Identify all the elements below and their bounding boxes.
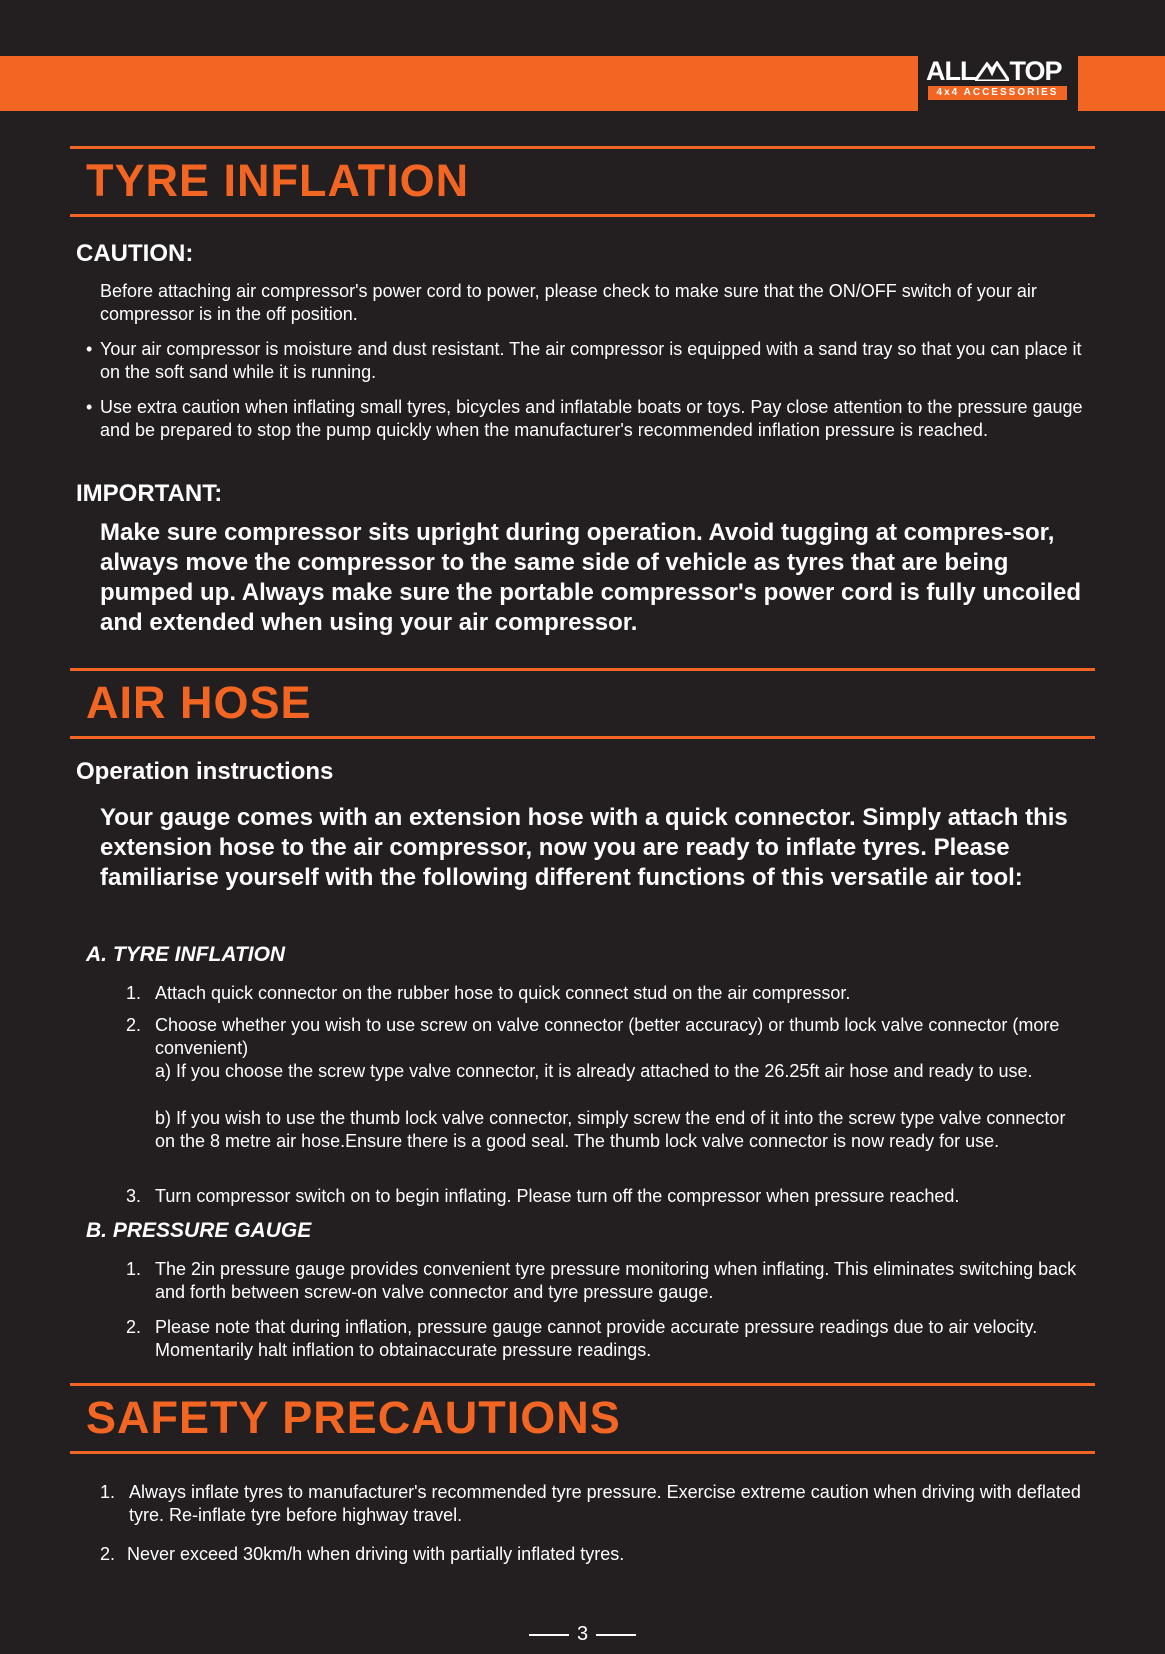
logo-word-left: ALL (926, 56, 976, 86)
page-number: 3 (576, 1623, 589, 1645)
list-item: Turn compressor switch on to begin inflating. Please turn off the compressor when pressure reached. (155, 1186, 960, 1206)
list-item-note: b) If you wish to use the thumb lock valve connector, simply screw the end of it into the screw type valve connector on the 8 metre air hose.Ensure there is a good seal. The thumb lock valve connector is now ready for use. (155, 1108, 1066, 1151)
subsection-title-tyre-inflation: A. TYRE INFLATION (86, 943, 286, 966)
footer-dash (529, 1634, 569, 1636)
logo-word-right: TOP (1009, 56, 1062, 86)
list-item: Choose whether you wish to use screw on valve connector (better accuracy) or thumb lock valve connector (more convenient) (155, 1015, 1060, 1058)
brand-logo (918, 52, 1078, 112)
list-number: 3. (126, 1186, 142, 1206)
list-number: 2. (126, 1015, 142, 1035)
logo-tagline: 4x4 ACCESSORIES (928, 86, 1067, 100)
caution-bullet: Your air compressor is moisture and dust resistant. The air compressor is equipped with a sand tray so that you can place it on the soft sand while it is running. (100, 339, 1082, 382)
page-footer (0, 1622, 1165, 1646)
list-number: 2. (100, 1544, 116, 1564)
list-item: Always inflate tyres to manufacturer's recommended tyre pressure. Exercise extreme caution when driving with deflated tyre. Re-inflate tyre before highway travel. (129, 1482, 1081, 1525)
section-rule-top (70, 668, 1095, 671)
important-label: IMPORTANT: (76, 480, 223, 507)
mountain-icon (975, 61, 1009, 81)
section-title-safety: SAFETY PRECAUTIONS (86, 1392, 621, 1443)
list-item: Please note that during inflation, pressure gauge cannot provide accurate pressure readings due to air velocity. Momentarily halt inflation to obtainaccurate pressure readings. (155, 1317, 1038, 1360)
footer-dash (596, 1634, 636, 1636)
operation-label: Operation instructions (76, 758, 334, 785)
list-number: 1. (100, 1482, 116, 1502)
bullet-marker: • (86, 397, 93, 417)
subsection-title-pressure-gauge: B. PRESSURE GAUGE (86, 1219, 312, 1242)
list-item: Never exceed 30km/h when driving with partially inflated tyres. (127, 1544, 625, 1564)
list-item: The 2in pressure gauge provides convenient tyre pressure monitoring when inflating. This eliminates switching back and forth between screw-on valve connector and tyre pressure gauge. (155, 1259, 1077, 1302)
bullet-marker: • (86, 339, 93, 359)
important-text: Make sure compressor sits upright during operation. Avoid tugging at compres-sor, always move the compressor to the same side of vehicle as tyres that are being pumped up. Always make sure the portable compressor's power cord is fully uncoiled and extended when using your air compressor. (100, 519, 1082, 636)
list-number: 2. (126, 1317, 142, 1337)
caution-label: CAUTION: (76, 240, 194, 267)
list-item-note: a) If you choose the screw type valve connector, it is already attached to the 26.25ft air hose and ready to use. (155, 1061, 1033, 1081)
section-title-air-hose: AIR HOSE (86, 677, 312, 728)
list-number: 1. (126, 983, 142, 1003)
section-rule-top (70, 1383, 1095, 1386)
section-rule-bottom (70, 736, 1095, 739)
section-rule-bottom (70, 1451, 1095, 1454)
list-number: 1. (126, 1259, 142, 1279)
section-rule-bottom (70, 214, 1095, 217)
caution-bullet: Use extra caution when inflating small tyres, bicycles and inflatable boats or toys. Pay close attention to the pressure gauge and be prepared to stop the pump quickly when the manufacturer's recommended inflation pressure is reached. (100, 397, 1083, 440)
list-item: Attach quick connector on the rubber hose to quick connect stud on the air compressor. (155, 983, 851, 1003)
section-rule-top (70, 146, 1095, 149)
caution-intro: Before attaching air compressor's power cord to power, please check to make sure that the ON/OFF switch of your air compressor is in the off position. (100, 281, 1037, 324)
section-title-tyre-inflation: TYRE INFLATION (86, 155, 470, 206)
operation-intro: Your gauge comes with an extension hose with a quick connector. Simply attach this extension hose to the air compressor, now you are ready to inflate tyres. Please familiarise yourself with the following different functions of this versatile air tool: (100, 804, 1068, 891)
logo-wordmark (926, 58, 1062, 85)
